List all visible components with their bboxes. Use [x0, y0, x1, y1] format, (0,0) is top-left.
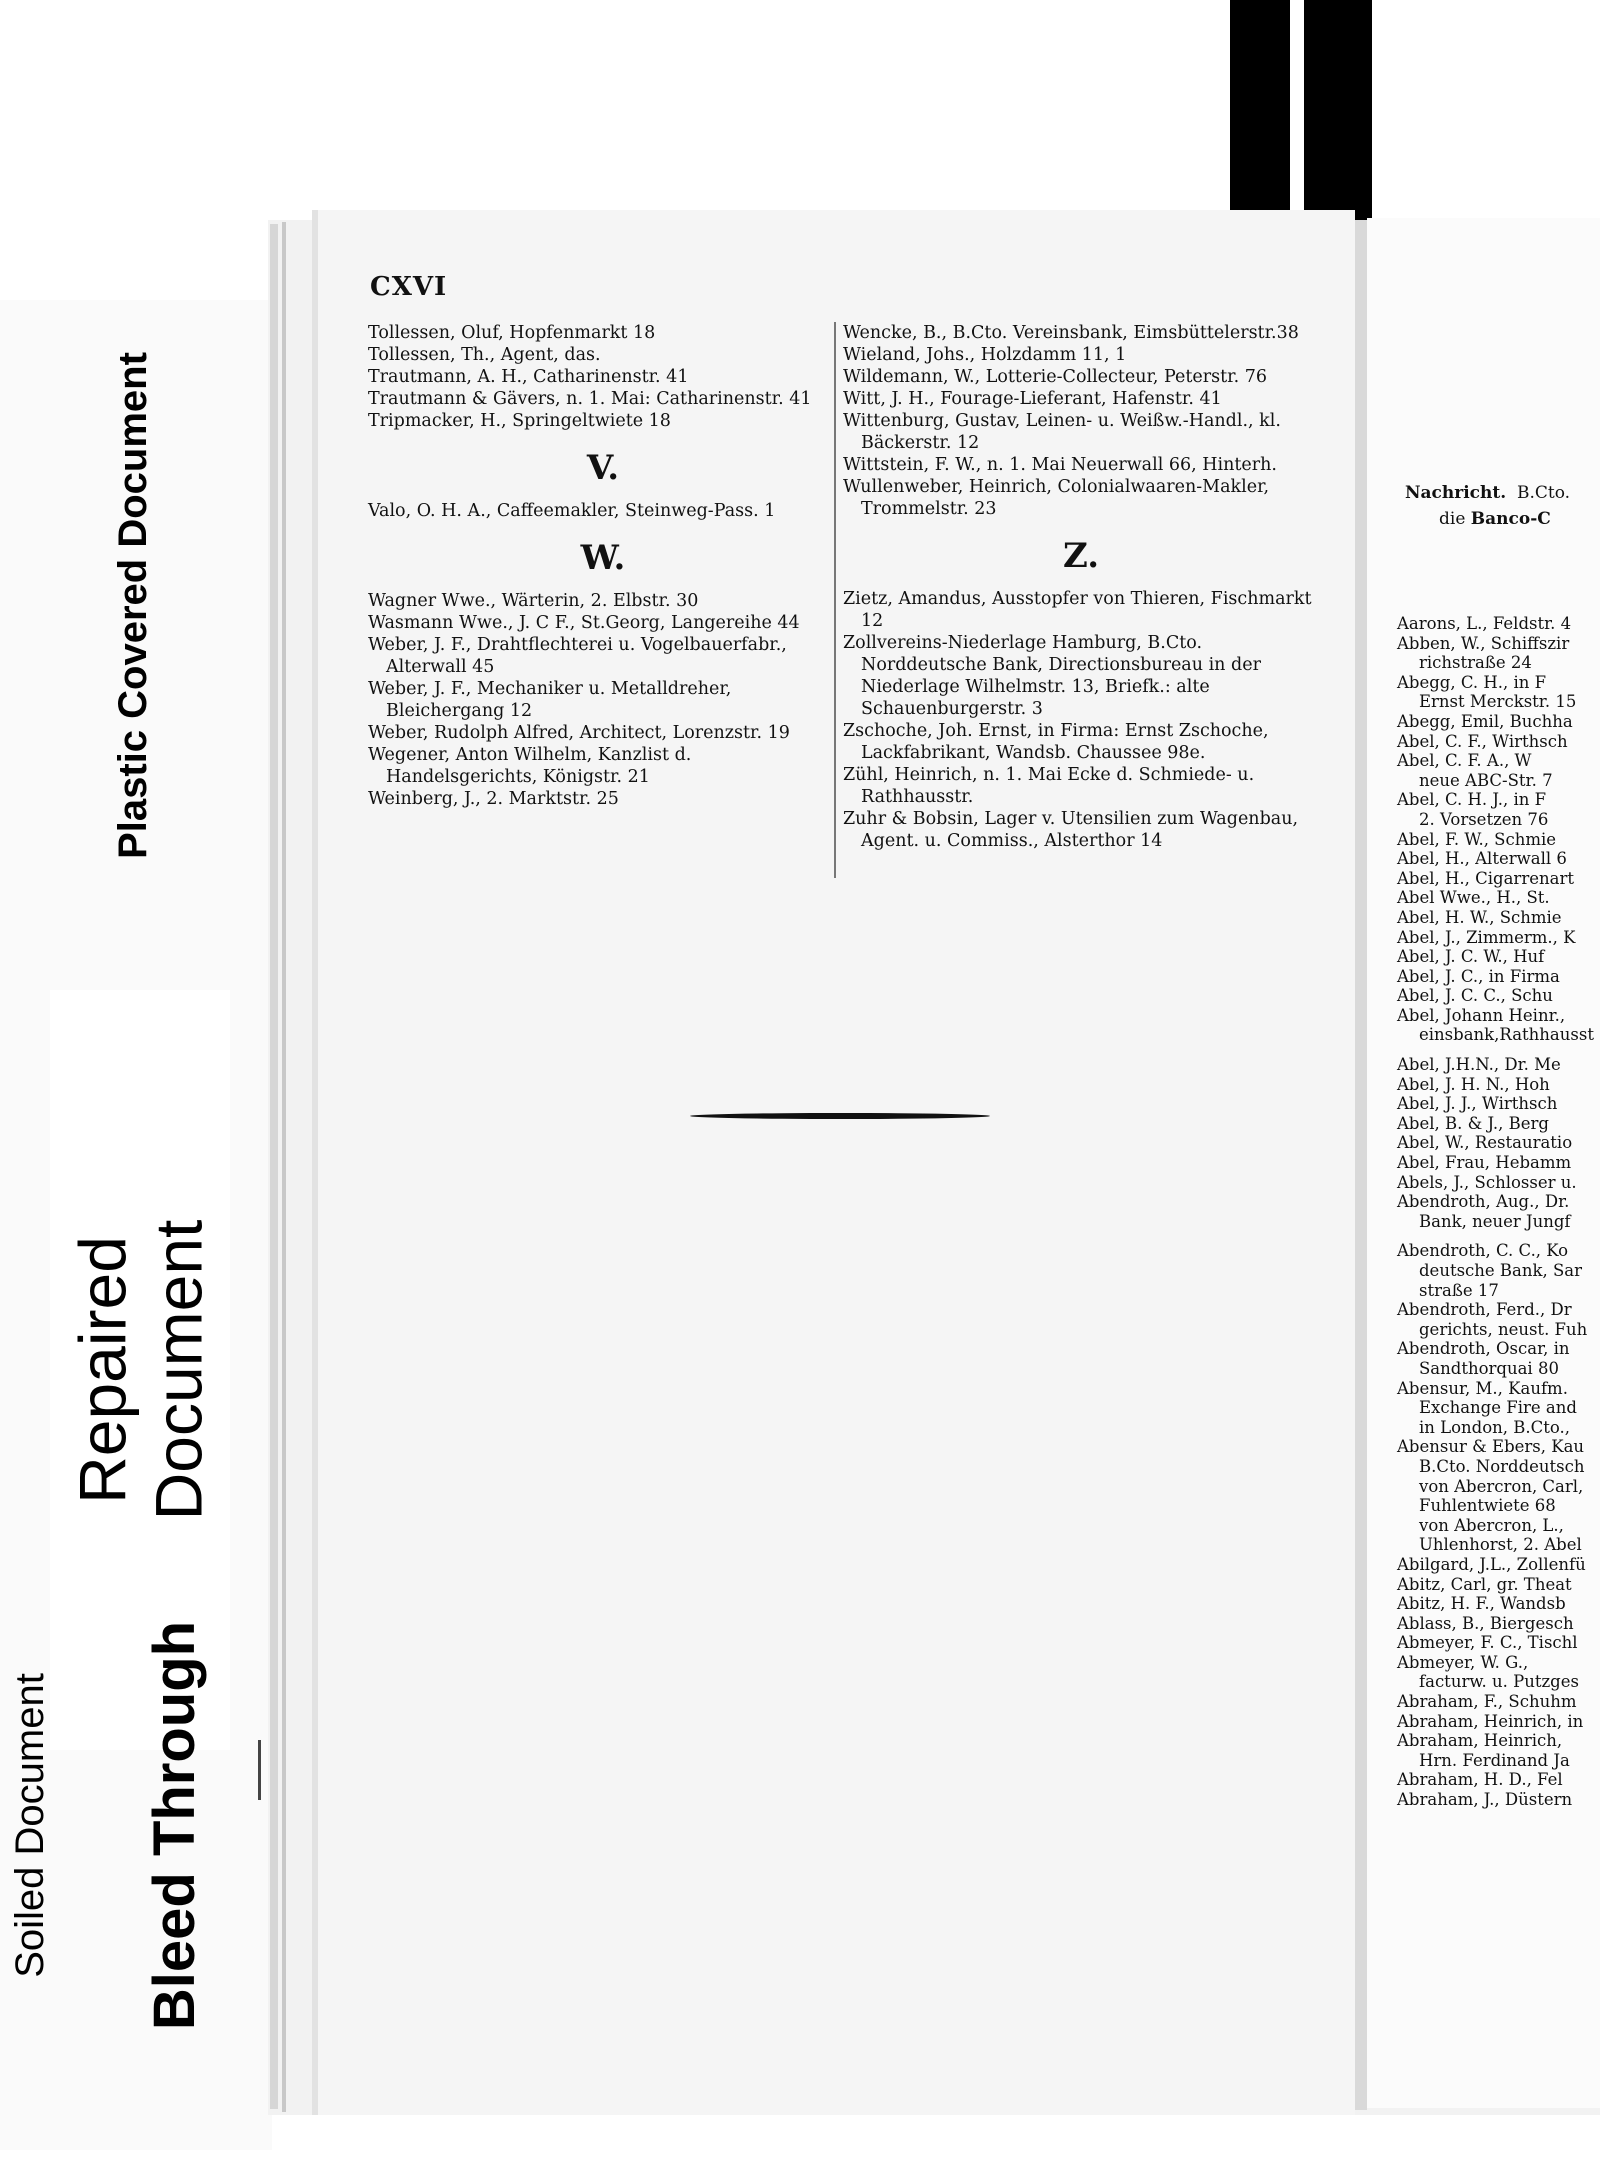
facing-page-line: Abel, J. C. C., Schu — [1397, 986, 1553, 1006]
bleed-through-label: Bleed Through — [142, 1620, 208, 2030]
facing-page-line: Abel, H., Cigarrenart — [1397, 868, 1574, 888]
facing-page-line: Abendroth, Ferd., Dr — [1397, 1300, 1572, 1320]
section-letter-w: W. — [580, 538, 626, 578]
directory-entry: Wittenburg, Gustav, Leinen- u. Weißw.-Handl., kl. Bäckerstr. 12 — [843, 411, 1281, 453]
facing-page-line: straße 17 — [1419, 1280, 1499, 1300]
facing-page-line: neue ABC-Str. 7 — [1419, 770, 1553, 790]
soiled-document-label: Soiled Document — [7, 1672, 52, 1978]
directory-entry: Tripmacker, H., Springeltwiete 18 — [368, 411, 671, 431]
entries-t — [368, 322, 838, 432]
page-edge — [270, 224, 278, 2109]
facing-page-line: Abendroth, Aug., Dr. — [1397, 1192, 1570, 1212]
right-column — [843, 322, 1319, 852]
page-gutter — [1355, 220, 1367, 2110]
facing-page-line: Abraham, J., Düstern — [1397, 1790, 1573, 1810]
facing-page-line: Abensur & Ebers, Kau — [1397, 1437, 1585, 1457]
directory-entry: Wagner Wwe., Wärterin, 2. Elbstr. 30 — [368, 591, 699, 611]
facing-page-line: Abitz, Carl, gr. Theat — [1397, 1574, 1572, 1594]
directory-entry: Wegener, Anton Wilhelm, Kanzlist d. Handelsgerichts, Königstr. 21 — [368, 745, 692, 787]
directory-entry: Zschoche, Joh. Ernst, in Firma: Ernst Zschoche, Lackfabrikant, Wandsb. Chaussee 98e. — [843, 721, 1269, 763]
directory-entry: Wencke, B., B.Cto. Vereinsbank, Eimsbüttelerstr.38 — [843, 323, 1299, 343]
facing-page-line: Sandthorquai 80 — [1419, 1358, 1559, 1378]
facing-page-line: Abel, J. J., Wirthsch — [1397, 1094, 1558, 1114]
facing-page-line: Ablass, B., Biergesch — [1397, 1613, 1574, 1633]
soiled-document-card — [0, 1500, 60, 2150]
facing-page-line: Uhlenhorst, 2. Abel — [1419, 1535, 1582, 1555]
facing-page-line: Exchange Fire and — [1419, 1398, 1577, 1418]
facing-page-line: Abegg, C. H., in F — [1397, 672, 1547, 692]
facing-page-line: Abels, J., Schlosser u. — [1397, 1172, 1577, 1192]
facing-page-line: Abben, W., Schiffszir — [1397, 633, 1570, 653]
facing-page-line: einsbank,Rathhausst — [1419, 1025, 1594, 1045]
directory-entry: Zühl, Heinrich, n. 1. Mai Ecke d. Schmiede- u. Rathhausstr. — [843, 765, 1255, 807]
directory-entry: Wullenweber, Heinrich, Colonialwaaren-Makler, Trommelstr. 23 — [843, 477, 1270, 519]
directory-entry: Zietz, Amandus, Ausstopfer von Thieren, Fischmarkt 12 — [843, 589, 1312, 631]
facing-page-line: Abel, C. H. J., in F — [1397, 790, 1547, 810]
facing-page-line: Abel, W., Restauratio — [1397, 1133, 1573, 1153]
directory-entry: Wieland, Johs., Holzdamm 11, 1 — [843, 345, 1127, 365]
facing-page-line: Abel, J. C. W., Huf — [1397, 947, 1545, 967]
facing-page-line: Abel, J. H. N., Hoh — [1397, 1074, 1550, 1094]
facing-page-line: Abel, Frau, Hebamm — [1397, 1153, 1572, 1173]
facing-page-line: Abel, J.H.N., Dr. Me — [1397, 1055, 1561, 1075]
facing-page-line: Bank, neuer Jungf — [1419, 1211, 1571, 1231]
facing-page-line: Abegg, Emil, Buchha — [1397, 711, 1573, 731]
facing-page-line: Abraham, F., Schuhm — [1397, 1692, 1577, 1712]
facing-page-line: Abmeyer, F. C., Tischl — [1397, 1633, 1578, 1653]
directory-entry: Witt, J. H., Fourage-Lieferant, Hafenstr. 41 — [843, 389, 1222, 409]
facing-page-line: Abel, C. F. A., W — [1397, 751, 1532, 771]
facing-page-line: deutsche Bank, Sar — [1419, 1261, 1583, 1280]
facing-page-line: Ernst Merckstr. 15 — [1419, 692, 1577, 712]
section-letter-z: Z. — [1062, 536, 1100, 576]
bleed-through-card — [120, 1500, 230, 2150]
facing-page-line: Abel, F. W., Schmie — [1397, 829, 1557, 849]
facing-page-line: Fuhlentwiete 68 — [1419, 1496, 1556, 1516]
facing-head-line-1: Nachricht. B.Cto. — [1405, 483, 1571, 503]
facing-page-line: Abraham, Heinrich, — [1397, 1731, 1563, 1751]
facing-page-line: Abel, J. C., in Firma — [1397, 966, 1560, 986]
directory-page — [318, 210, 1355, 2115]
repaired-document-label: Repaired Document — [65, 1219, 215, 1521]
page-number: CXVI — [370, 272, 448, 302]
facing-page-line: Abendroth, C. C., Ko — [1397, 1241, 1569, 1261]
directory-entry: Wildemann, W., Lotterie-Collecteur, Peterstr. 76 — [843, 367, 1268, 387]
facing-head-line-2: die Banco-C — [1439, 509, 1551, 529]
left-column — [368, 322, 838, 810]
cloth-gap — [1290, 0, 1304, 220]
facing-page-line: Abendroth, Oscar, in — [1397, 1339, 1570, 1359]
facing-page-line: Abmeyer, W. G., — [1397, 1652, 1529, 1672]
facing-page-line: in London, B.Cto., — [1419, 1417, 1571, 1437]
facing-page-line: Abel, H., Alterwall 6 — [1397, 849, 1567, 869]
facing-page-line: Abel, J., Zimmerm., K — [1397, 927, 1576, 947]
directory-entry: Weber, J. F., Mechaniker u. Metalldreher, Bleichergang 12 — [368, 679, 732, 721]
facing-page-line: Abel Wwe., H., St. — [1397, 888, 1550, 908]
directory-entry: Weber, Rudolph Alfred, Architect, Lorenzstr. 19 — [368, 723, 790, 743]
facing-page-line: von Abercron, Carl, — [1419, 1476, 1584, 1496]
ornamental-rule — [690, 1113, 990, 1119]
facing-page-line: Abel, H. W., Schmie — [1397, 907, 1562, 927]
page-edge — [282, 222, 286, 2112]
directory-entry: Zollvereins-Niederlage Hamburg, B.Cto. Norddeutsche Bank, Directionsbureau in der Niederlage Wilhelmstr. 13, Briefk.: alte Schauenburgerstr. 3 — [843, 633, 1261, 719]
facing-page-line: Abitz, H. F., Wandsb — [1397, 1594, 1566, 1614]
facing-page-line: 2. Vorsetzen 76 — [1419, 809, 1549, 829]
directory-entry: Tollessen, Oluf, Hopfenmarkt 18 — [368, 323, 656, 343]
directory-entry: Valo, O. H. A., Caffeemakler, Steinweg-Pass. 1 — [368, 501, 776, 521]
facing-page-line: Abel, Johann Heinr., — [1397, 1005, 1566, 1025]
facing-page-line: Aarons, L., Feldstr. 4 — [1397, 614, 1572, 633]
facing-page-line: Abel, B. & J., Berg — [1397, 1113, 1549, 1133]
facing-page-line: facturw. u. Putzges — [1419, 1672, 1579, 1692]
facing-page-line: Abraham, H. D., Fel — [1397, 1770, 1563, 1790]
facing-page-line: Abilgard, J.L., Zollenfü — [1397, 1554, 1586, 1574]
facing-page-entries — [1397, 614, 1600, 1810]
facing-page-line: Abel, C. F., Wirthsch — [1397, 731, 1568, 751]
directory-entry: Trautmann, A. H., Catharinenstr. 41 — [368, 367, 689, 387]
facing-page-line: gerichts, neust. Fuh — [1419, 1319, 1588, 1339]
plastic-covered-label: Plastic Covered Document — [110, 351, 155, 859]
directory-entry: Weinberg, J., 2. Marktstr. 25 — [368, 789, 619, 809]
section-letter-v: V. — [586, 448, 620, 488]
directory-entry: Trautmann & Gävers, n. 1. Mai: Catharinenstr. 41 — [368, 389, 812, 409]
directory-entry: Wittstein, F. W., n. 1. Mai Neuerwall 66, Hinterh. — [843, 455, 1277, 475]
facing-page-line: B.Cto. Norddeutsch — [1419, 1456, 1585, 1476]
card-fold-mark — [258, 1740, 261, 1800]
plastic-covered-card — [78, 300, 188, 910]
target-cards-stack — [0, 300, 272, 2150]
facing-page-line: von Abercron, L., — [1419, 1515, 1564, 1535]
facing-page — [1367, 218, 1600, 2108]
facing-page-heading — [1405, 480, 1600, 532]
facing-page-line: Abensur, M., Kaufm. — [1397, 1378, 1568, 1398]
facing-page-line: Abraham, Heinrich, in — [1397, 1711, 1584, 1731]
facing-page-line: Hrn. Ferdinand Ja — [1419, 1750, 1570, 1770]
directory-entry: Weber, J. F., Drahtflechterei u. Vogelbauerfabr., Alterwall 45 — [368, 635, 787, 677]
directory-entry: Tollessen, Th., Agent, das. — [368, 345, 601, 365]
facing-page-line: richstraße 24 — [1419, 653, 1532, 673]
directory-entry: Wasmann Wwe., J. C F., St.Georg, Langereihe 44 — [368, 613, 800, 633]
directory-entry: Zuhr & Bobsin, Lager v. Utensilien zum Wagenbau, Agent. u. Commiss., Alsterthor 14 — [843, 809, 1299, 851]
